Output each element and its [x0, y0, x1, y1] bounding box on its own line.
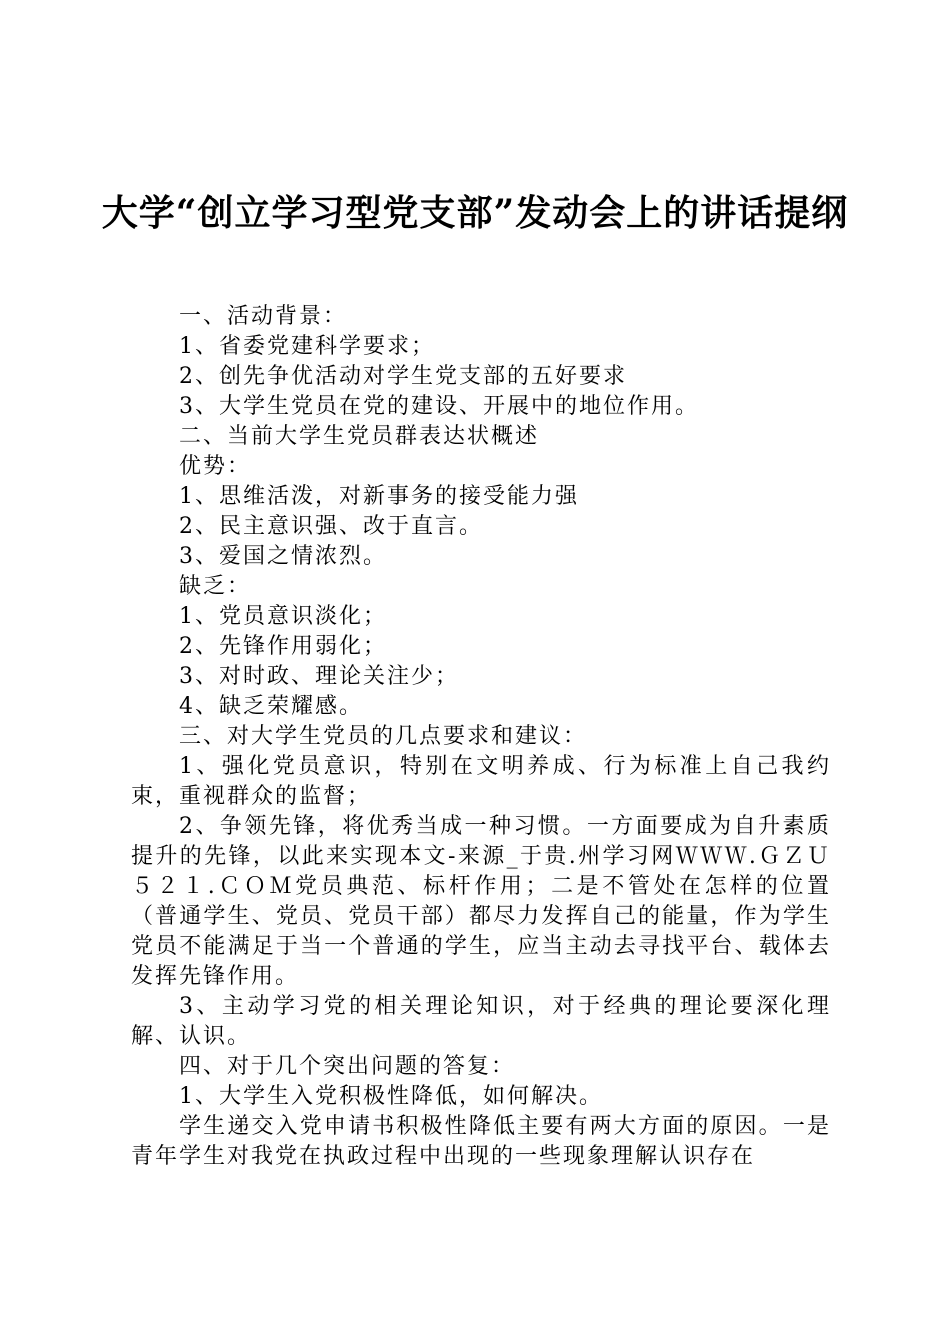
paragraph: 1、思维活泼，对新事务的接受能力强	[179, 484, 579, 509]
paragraph: 四、对于几个突出问题的答复：	[179, 1054, 516, 1079]
paragraph: 一、活动背景：	[179, 304, 348, 329]
paragraph: 4、缺乏荣耀感。	[179, 694, 363, 719]
paragraph: 3、主动学习党的相关理论知识，对于经典的理论要深化理解、认识。	[131, 994, 831, 1049]
paragraph: 1、省委党建科学要求；	[179, 334, 435, 359]
paragraph: 3、爱国之情浓烈。	[179, 544, 387, 569]
paragraph: 2、创先争优活动对学生党支部的五好要求	[179, 364, 627, 389]
paragraph: 2、争领先锋，将优秀当成一种习惯。一方面要成为自升素质提升的先锋，以此来实现本文-来源_于贵.州学习网ＷＷＷ.ＧＺＵ５２１.ＣＯＭ党员典范、标杆作用；二是不管处在怎样的位置（普通学生、党员、党员干部）都尽力发挥自己的能量，作为学生党员不能满足于当一个普通的学生，应当主动去寻找平台、载体去发挥先锋作用。	[131, 814, 831, 989]
paragraph: 缺乏：	[179, 574, 252, 599]
paragraph: 2、先锋作用弱化；	[179, 634, 387, 659]
paragraph: 1、强化党员意识，特别在文明养成、行为标准上自己我约束，重视群众的监督；	[131, 754, 831, 809]
paragraph: 1、大学生入党积极性降低，如何解决。	[179, 1084, 603, 1109]
paragraph: 1、党员意识淡化；	[179, 604, 387, 629]
document-title: 大学“创立学习型党支部”发动会上的讲话提纲	[101, 192, 849, 234]
paragraph: 2、民主意识强、改于直言。	[179, 514, 483, 539]
paragraph: 学生递交入党申请书积极性降低主要有两大方面的原因。一是青年学生对我党在执政过程中出现的一些现象理解认识存在	[131, 1114, 831, 1169]
paragraph: 三、对大学生党员的几点要求和建议：	[179, 724, 588, 749]
paragraph: 3、大学生党员在党的建设、开展中的地位作用。	[179, 394, 699, 419]
document-body	[131, 302, 831, 1172]
paragraph: 优势：	[179, 454, 252, 479]
paragraph: 3、对时政、理论关注少；	[179, 664, 459, 689]
paragraph: 二、当前大学生党员群表达状概述	[179, 424, 540, 449]
